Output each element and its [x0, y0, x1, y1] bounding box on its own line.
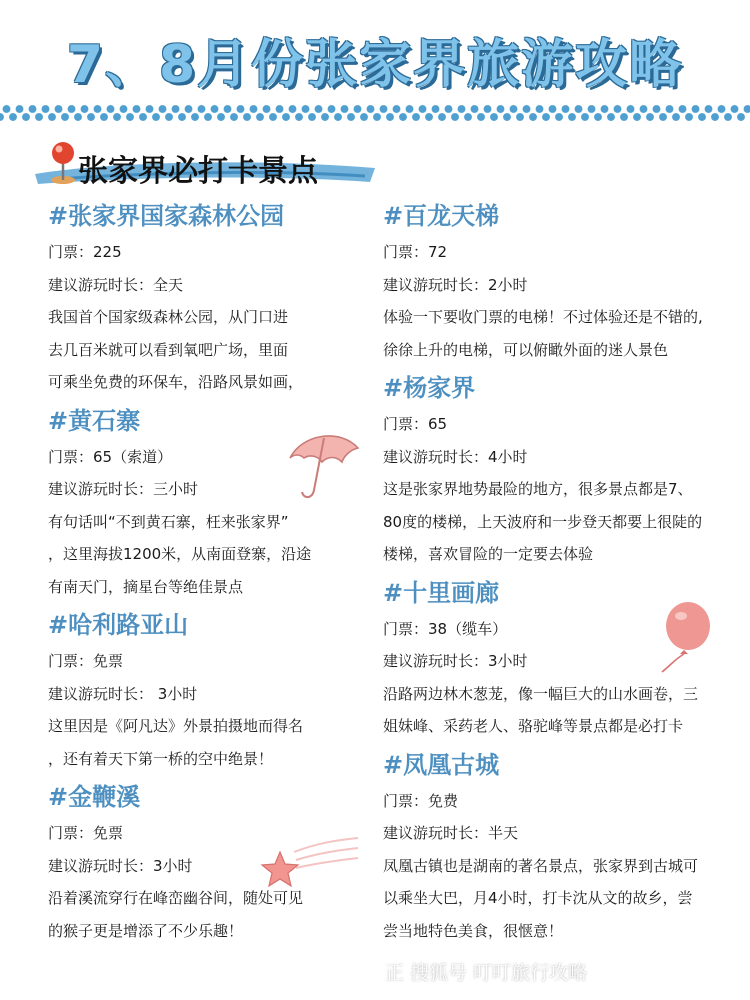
spot-title: #杨家界 — [383, 374, 476, 402]
visit-duration: 建议游玩时长： 3小时 — [48, 684, 198, 703]
description-line: 以乘坐大巴，月4小时，打卡沈从文的故乡，尝 — [383, 889, 693, 907]
spot-title: #凤凰古城 — [383, 750, 500, 779]
description-line: 楼梯，喜欢冒险的一定要去体验 — [383, 545, 594, 563]
visit-duration: 建议游玩时长：3小时 — [383, 652, 528, 670]
ticket-price: 门票：72 — [383, 243, 448, 261]
ticket-price: 门票：65（索道） — [48, 447, 173, 466]
ticket-price: 门票：225 — [48, 243, 122, 261]
ticket-price: 门票：38（缆车） — [383, 619, 508, 638]
description-line: 去几百米就可以看到氧吧广场，里面 — [48, 340, 289, 359]
description-line: 这是张家界地势最险的地方，很多景点都是7、 — [383, 480, 693, 498]
spot-title: #黄石寨 — [48, 406, 141, 435]
visit-duration: 建议游玩时长：2小时 — [383, 275, 528, 294]
balloon-icon — [640, 598, 720, 674]
spot-entry — [48, 198, 358, 399]
description-line: ，这里海拔1200米，从南面登寨，沿途 — [48, 545, 312, 563]
description-line: 有句话叫“不到黄石寨，枉来张家界” — [48, 512, 289, 531]
spot-entry — [383, 747, 748, 948]
description-line: 姐妹峰、采药老人、骆驼峰等景点都是必打卡 — [383, 717, 684, 735]
description-line: 的猴子更是增添了不少乐趣！ — [48, 921, 244, 940]
spot-title: #哈利路亚山 — [48, 611, 189, 639]
description-line: 沿着溪流穿行在峰峦幽谷间，随处可见 — [48, 889, 304, 907]
section-heading-label: 张家界必打卡景点 — [78, 154, 318, 189]
visit-duration: 建议游玩时长：三小时 — [48, 480, 199, 498]
umbrella-icon — [284, 428, 364, 504]
visit-duration: 建议游玩时长：全天 — [48, 275, 184, 294]
visit-duration: 建议游玩时长：4小时 — [383, 447, 528, 466]
spot-title: #金鞭溪 — [48, 783, 141, 811]
ticket-price: 门票：65 — [383, 415, 448, 433]
description-line: 凤凰古镇也是湖南的著名景点，张家界到古城可 — [383, 856, 699, 875]
visit-duration: 建议游玩时长：半天 — [383, 824, 519, 842]
ticket-price: 门票：免票 — [48, 652, 124, 670]
spot-title: #十里画廊 — [383, 578, 500, 607]
watermark: 正 搜狐号 叮叮旅行攻略 — [385, 962, 588, 984]
description-line: ，还有着天下第一桥的空中绝景！ — [48, 749, 274, 768]
right-column — [383, 198, 748, 951]
spot-title: #百龙天梯 — [383, 202, 500, 230]
spot-entry — [383, 198, 748, 366]
description-line: 我国首个国家级森林公园，从门口进 — [48, 308, 289, 326]
spot-entry — [48, 607, 358, 775]
description-line: 尝当地特色美食，很惬意！ — [383, 921, 564, 940]
map-pin-icon — [46, 140, 80, 186]
ticket-price: 门票：免费 — [383, 791, 459, 810]
spot-title: #张家界国家森林公园 — [48, 202, 285, 230]
page-title: 7、8月份张家界旅游攻略 — [66, 35, 684, 95]
description-line: 有南天门，摘星台等绝佳景点 — [48, 577, 244, 596]
section-heading — [30, 140, 390, 190]
description-line: 80度的楼梯，上天波府和一步登天都要上很陡的 — [383, 512, 703, 531]
ticket-price: 门票：免票 — [48, 824, 124, 842]
description-line: 体验一下要收门票的电梯！不过体验还是不错的, — [383, 308, 703, 326]
description-line: 徐徐上升的电梯，可以俯瞰外面的迷人景色 — [383, 340, 669, 359]
description-line: 这里因是《阿凡达》外景拍摄地而得名 — [48, 717, 304, 735]
visit-duration: 建议游玩时长：3小时 — [48, 856, 193, 875]
spot-entry — [383, 370, 748, 571]
description-line: 可乘坐免费的环保车，沿路风景如画， — [48, 373, 304, 391]
shooting-star-icon — [250, 830, 360, 904]
description-line: 沿路两边林木葱茏，像一幅巨大的山水画卷，三 — [383, 684, 699, 703]
dotted-divider — [0, 104, 750, 124]
